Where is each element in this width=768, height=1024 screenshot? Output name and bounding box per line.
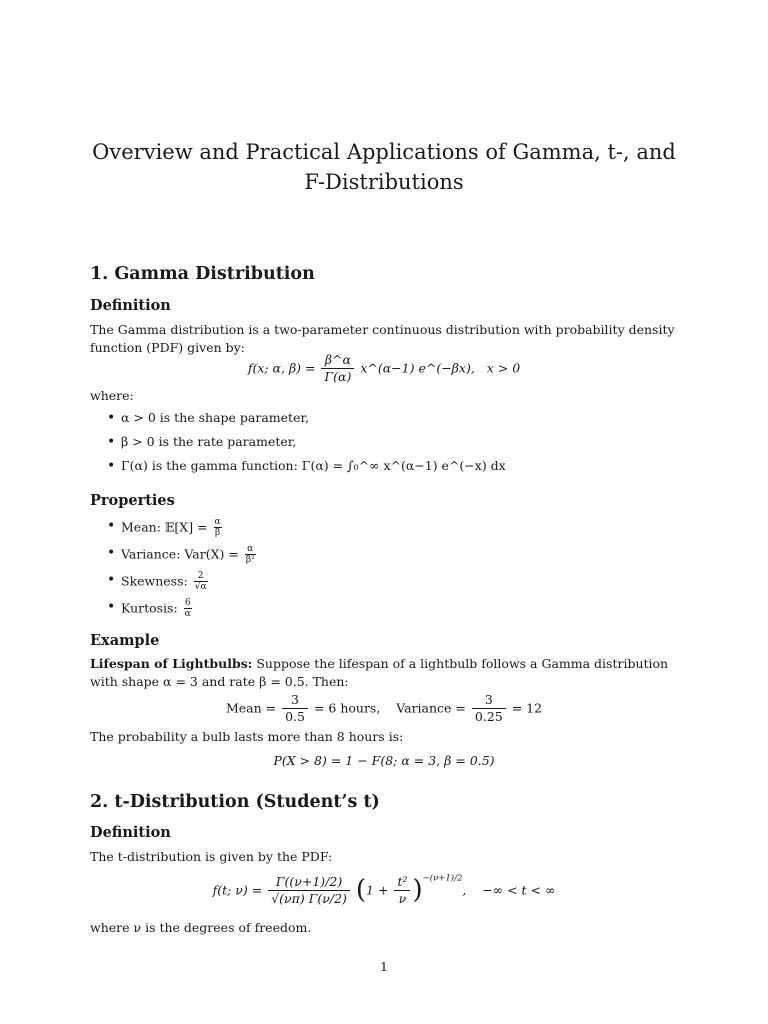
gamma-example-text	[90, 655, 680, 691]
tdist-pdf-equation: f(t; ν) = $\frac{\Gamma((\nu+1)/2)}{√(\nu\pi) \Gamma(\nu/2)}$ (1 + $\frac{\text{t²}}{\nu}$ )$^{-(\nu+1)/2}$, −∞ < t < ∞	[212, 873, 556, 907]
mean-num: 3	[282, 692, 308, 709]
variance-label: Variance =	[396, 700, 466, 716]
gamma-pdf-equation	[0, 352, 768, 386]
subsection-heading-t-definition: Definition	[90, 824, 171, 841]
property-num: 2	[194, 571, 208, 582]
property-label: Skewness:	[121, 573, 188, 589]
gamma-pdf-denominator: Γ(α)	[324, 369, 352, 385]
mean-result: = 6 hours,	[313, 700, 381, 716]
property-num: 6	[184, 598, 191, 608]
subsection-heading-example: Example	[90, 632, 160, 649]
tdist-pdf-numerator: Γ((ν+1)/2)	[268, 874, 350, 891]
tdist-pdf-lhs: f(t; ν) =	[212, 882, 263, 898]
example-lead: Lifespan of Lightbulbs:	[90, 656, 253, 671]
list-item	[107, 544, 258, 571]
property-den: β	[214, 528, 221, 539]
list-item: • β > 0 is the rate parameter,	[107, 433, 506, 457]
mean-den: 0.5	[285, 709, 305, 725]
tdist-where-text: where ν is the degrees of freedom.	[90, 920, 312, 935]
title-line-2: F-Distributions	[304, 170, 464, 194]
gamma-pdf-lhs: f(x; α, β) =	[247, 360, 316, 376]
list-item	[107, 517, 258, 544]
gamma-definition-text: The Gamma distribution is a two-parameter continuous distribution with probability density function (PDF) given by:	[90, 322, 675, 356]
list-item: • α > 0 is the shape parameter,	[107, 409, 506, 433]
example-body: Suppose the lifespan of a lightbulb follows a Gamma distribution with shape α = 3 and rate β = 0.5. Then:	[90, 656, 669, 690]
gamma-where-label: where:	[90, 388, 134, 403]
gamma-pdf-condition: x > 0	[486, 360, 521, 376]
list-item	[107, 598, 258, 625]
tdist-pdf-condition: −∞ < t < ∞	[482, 882, 556, 898]
title-line-1: Overview and Practical Applications of Gamma, t-, and	[92, 140, 676, 164]
list-item: • Γ(α) is the gamma function: Γ(α) = ∫₀^∞ x^(α−1) e^(−x) dx	[107, 457, 506, 481]
tdist-definition-text: The t-distribution is given by the PDF:	[90, 849, 333, 864]
gamma-properties-list	[107, 517, 258, 625]
page-number: 1	[380, 959, 388, 974]
list-item	[107, 571, 258, 598]
property-den: α	[184, 609, 191, 620]
tdist-pdf-exponent: −(ν+1)/2	[422, 873, 463, 884]
gamma-where-list	[107, 409, 506, 481]
section-heading-gamma: 1. Gamma Distribution	[90, 264, 315, 284]
property-expr: Var(X) =	[184, 546, 239, 562]
tdist-pdf-denominator: √(νπ) Γ(ν/2)	[271, 891, 347, 907]
variance-num: 3	[472, 692, 506, 709]
gamma-pdf-rhs: x^(α−1) e^(−βx),	[360, 360, 475, 376]
variance-den: 0.25	[474, 709, 503, 725]
document-title	[0, 137, 768, 197]
property-label: Mean:	[121, 519, 161, 535]
subsection-heading-properties: Properties	[90, 492, 175, 509]
tdist-inner-num: t²	[394, 874, 410, 891]
property-label: Kurtosis:	[121, 600, 178, 616]
variance-result: = 12	[511, 700, 543, 716]
subsection-heading-definition: Definition	[90, 297, 171, 314]
property-num: α	[214, 517, 221, 527]
gamma-example-equation	[0, 692, 768, 726]
property-den: √α	[194, 582, 207, 593]
property-den: β²	[245, 555, 255, 566]
gamma-pdf-numerator: β^α	[321, 352, 354, 369]
property-label: Variance:	[121, 546, 181, 562]
tdist-pdf-paren: 1 +	[366, 882, 389, 898]
gamma-probability-equation: P(X > 8) = 1 − F(8; α = 3, β = 0.5)	[273, 753, 495, 768]
gamma-probability-text: The probability a bulb lasts more than 8 hours is:	[90, 729, 404, 744]
section-heading-tdist: 2. t-Distribution (Student’s t)	[90, 792, 380, 812]
mean-label: Mean =	[225, 700, 277, 716]
property-num: α	[245, 544, 256, 555]
tdist-inner-den: ν	[398, 891, 407, 907]
property-expr: 𝔼[X] =	[164, 519, 208, 535]
